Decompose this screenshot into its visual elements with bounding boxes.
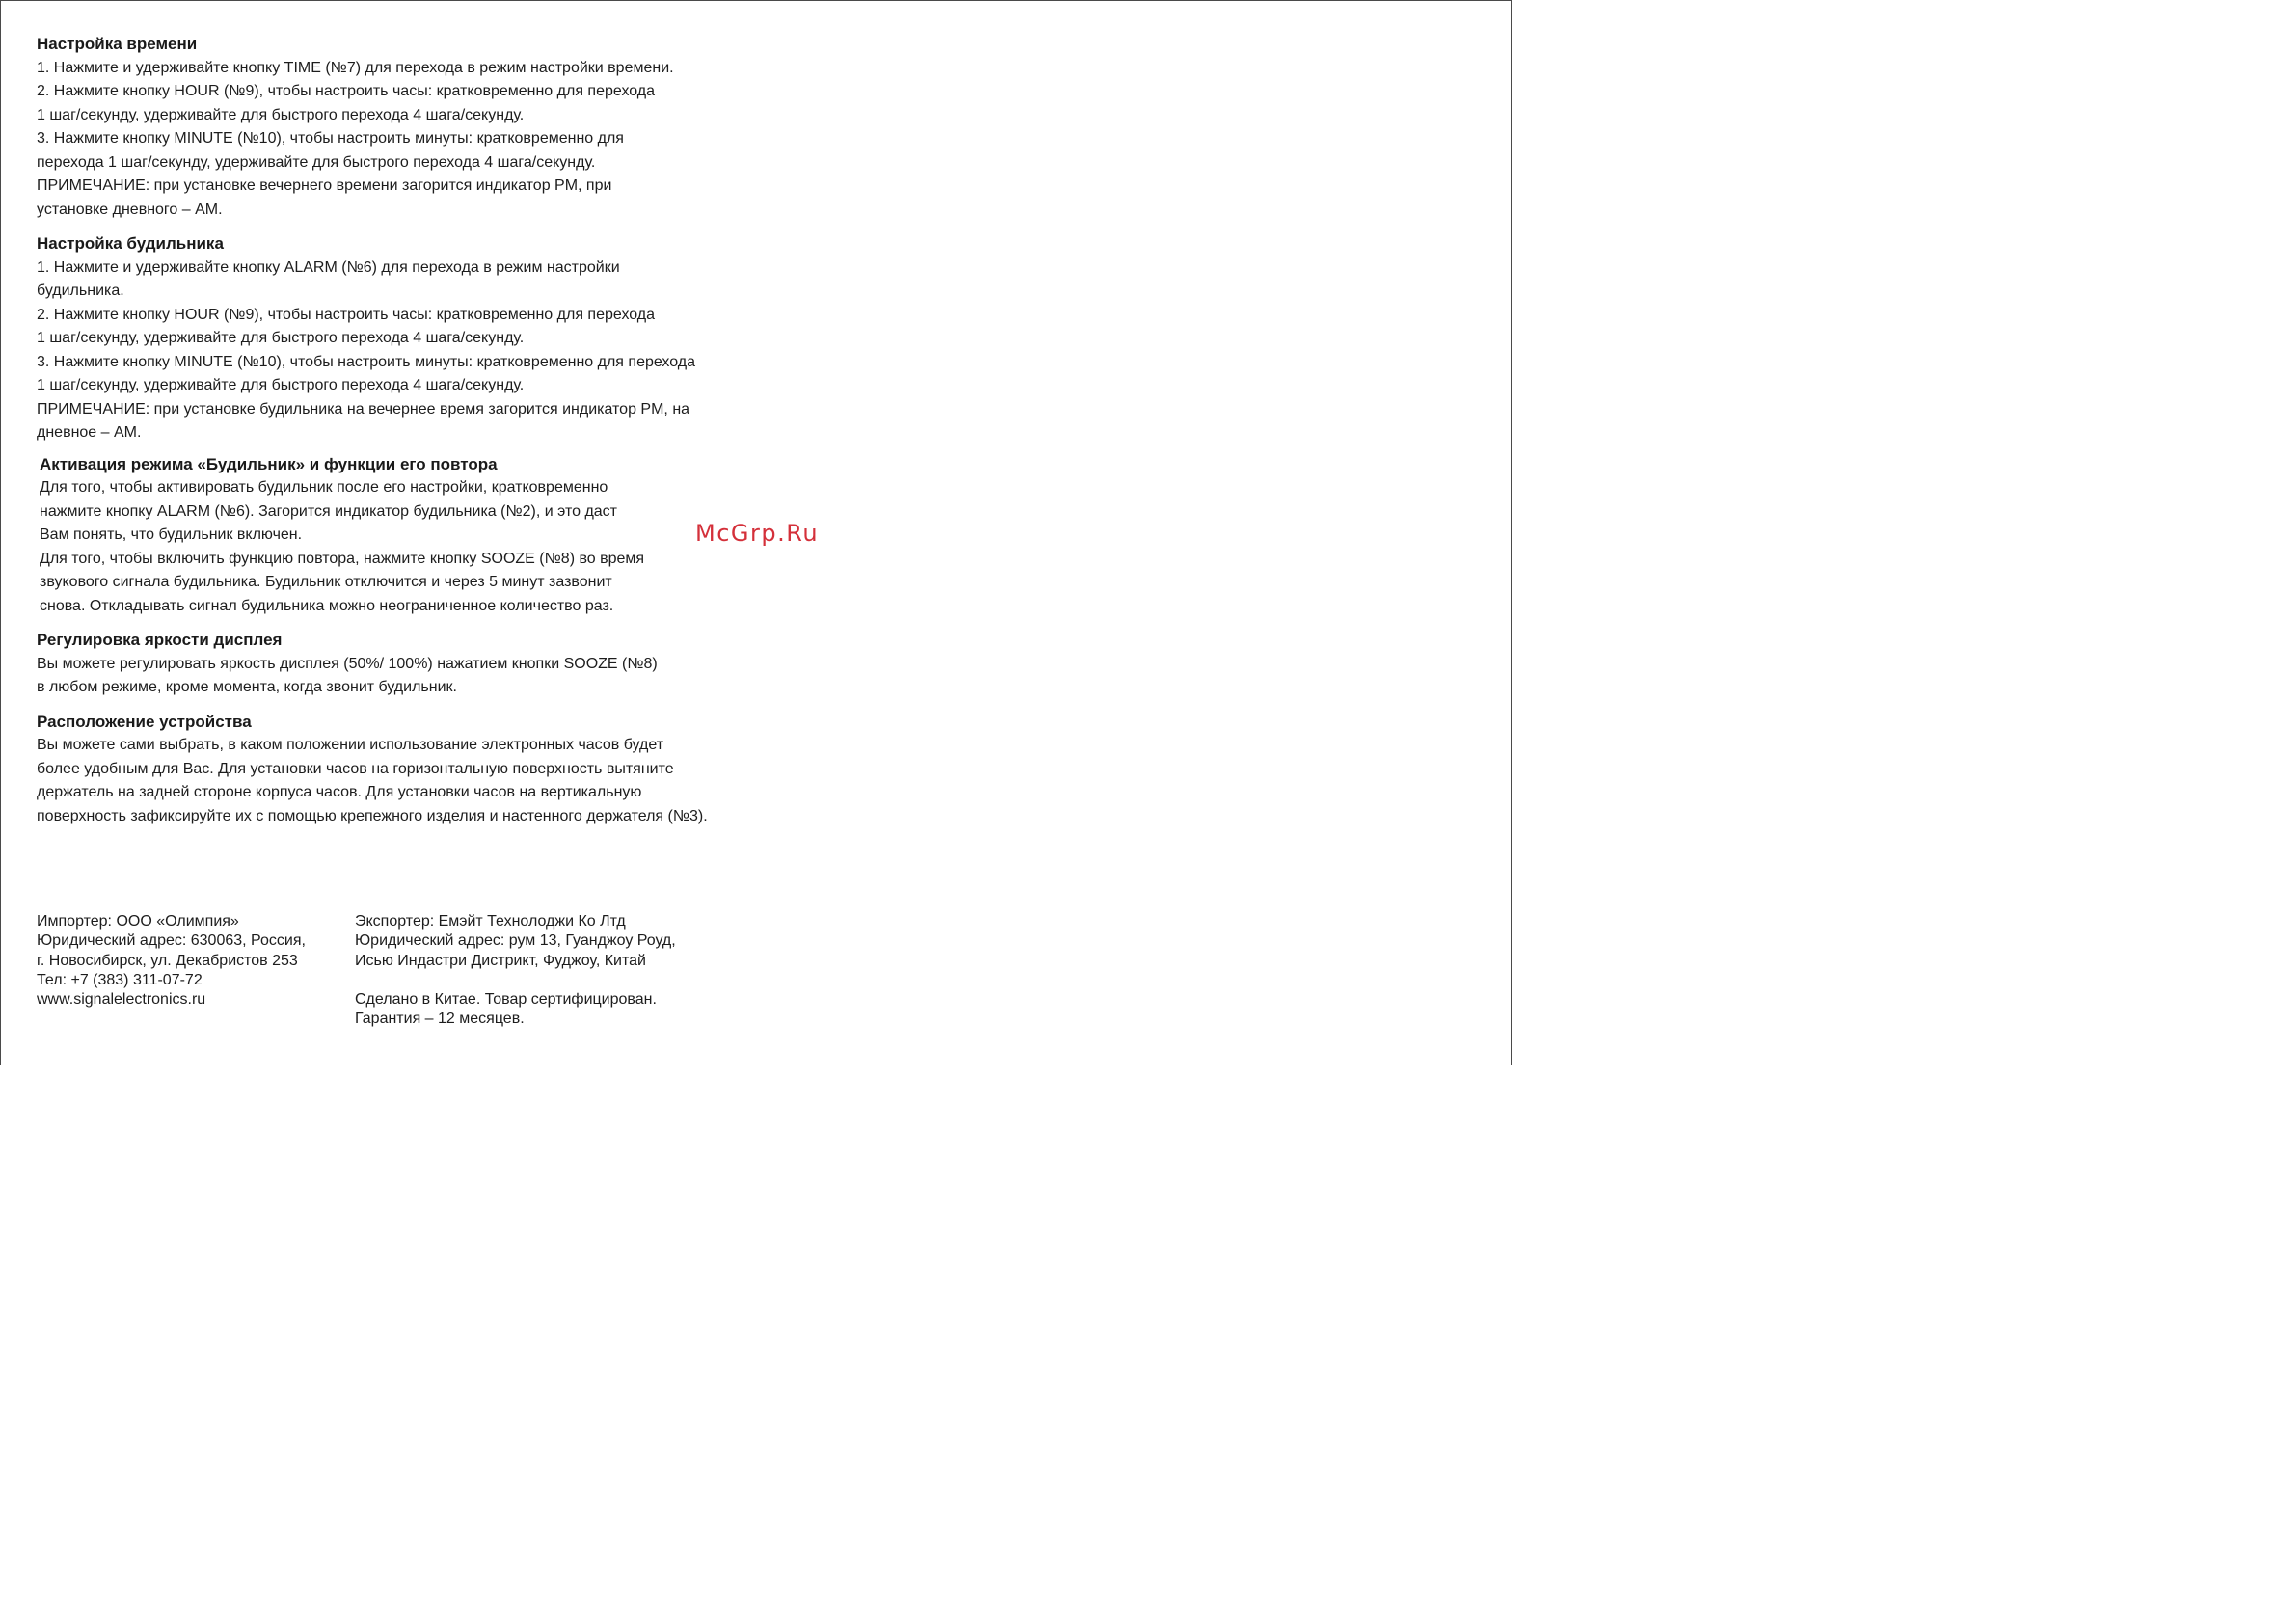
text-line: 2. Нажмите кнопку HOUR (№9), чтобы настроить часы: кратковременно для перехода — [37, 83, 656, 99]
exporter-line: Экспортер: Емэйт Технолоджи Ко Лтд — [355, 913, 626, 930]
section-alarm-setup — [37, 232, 798, 445]
importer-website-link[interactable]: www.signalelectronics.ru — [37, 991, 206, 1009]
text-line: перехода 1 шаг/секунду, удерживайте для быстрого перехода 4 шага/секунду. — [37, 153, 596, 171]
section-heading: Настройка времени — [37, 35, 198, 53]
certification-line: Сделано в Китае. Товар сертифицирован. — [355, 991, 657, 1009]
text-line: снова. Откладывать сигнал будильника можно неограниченное количество раз. — [40, 597, 614, 614]
warranty-line: Гарантия – 12 месяцев. — [355, 1011, 525, 1028]
importer-line: Юридический адрес: 630063, Россия, — [37, 932, 306, 950]
text-line: 1 шаг/секунду, удерживайте для быстрого перехода 4 шага/секунду. — [37, 377, 525, 393]
importer-line: Импортер: ООО «Олимпия» — [37, 913, 239, 930]
text-line: 3. Нажмите кнопку MINUTE (№10), чтобы настроить минуты: кратковременно для — [37, 130, 624, 147]
exporter-info — [355, 912, 676, 1030]
text-line: держатель на задней стороне корпуса часов. Для установки часов на вертикальную — [37, 784, 642, 800]
section-device-placement — [37, 711, 798, 829]
text-line: ПРИМЕЧАНИЕ: при установке будильника на вечернее время загорится индикатор PM, на — [37, 400, 690, 418]
section-alarm-activation — [40, 453, 798, 619]
text-line: 1. Нажмите и удерживайте кнопку TIME (№7) для перехода в режим настройки времени. — [37, 59, 674, 76]
text-line: в любом режиме, кроме момента, когда звонит будильник. — [37, 679, 457, 695]
text-line: 1 шаг/секунду, удерживайте для быстрого перехода 4 шага/секунду. — [37, 106, 525, 123]
text-line: 1 шаг/секунду, удерживайте для быстрого перехода 4 шага/секунду. — [37, 330, 525, 346]
text-line: будильника. — [37, 283, 124, 299]
text-line: Для того, чтобы активировать будильник после его настройки, кратковременно — [40, 479, 608, 496]
section-time-setup — [37, 33, 798, 222]
text-line: установке дневного – AM. — [37, 201, 223, 218]
text-line: 2. Нажмите кнопку HOUR (№9), чтобы настроить часы: кратковременно для перехода — [37, 306, 656, 323]
text-line: Для того, чтобы включить функцию повтора, нажмите кнопку SOOZE (№8) во время — [40, 550, 645, 567]
exporter-line: Юридический адрес: рум 13, Гуанджоу Роуд, — [355, 932, 676, 950]
text-line: ПРИМЕЧАНИЕ: при установке вечернего времени загорится индикатор PM, при — [37, 177, 612, 194]
text-line: 1. Нажмите и удерживайте кнопку ALARM (№6) для перехода в режим настройки — [37, 258, 620, 276]
exporter-line: Исью Индастри Дистрикт, Фуджоу, Китай — [355, 952, 646, 969]
section-heading: Расположение устройства — [37, 712, 252, 731]
importer-info — [37, 912, 306, 1010]
section-heading: Активация режима «Будильник» и функции его повтора — [40, 454, 498, 473]
text-line: более удобным для Вас. Для установки часов на горизонтальную поверхность вытяните — [37, 760, 674, 777]
text-line: 3. Нажмите кнопку MINUTE (№10), чтобы настроить минуты: кратковременно для перехода — [37, 353, 696, 370]
instructions-body — [37, 33, 798, 828]
spacer — [355, 971, 676, 990]
section-display-brightness — [37, 629, 798, 700]
text-line: Вы можете сами выбрать, в каком положении использование электронных часов будет — [37, 737, 664, 753]
importer-line: Тел: +7 (383) 311-07-72 — [37, 971, 203, 988]
text-line: Вам понять, что будильник включен. — [40, 526, 303, 543]
watermark: McGrp.Ru — [695, 520, 820, 547]
section-heading: Настройка будильника — [37, 234, 224, 253]
section-heading: Регулировка яркости дисплея — [37, 631, 283, 649]
text-line: дневное – AM. — [37, 424, 142, 441]
text-line: звукового сигнала будильника. Будильник отключится и через 5 минут зазвонит — [40, 574, 612, 590]
text-line: поверхность зафиксируйте их с помощью крепежного изделия и настенного держателя (№3). — [37, 807, 708, 824]
importer-line: г. Новосибирск, ул. Декабристов 253 — [37, 952, 298, 969]
text-line: Вы можете регулировать яркость дисплея (50%/ 100%) нажатием кнопки SOOZE (№8) — [37, 655, 658, 672]
text-line: нажмите кнопку ALARM (№6). Загорится индикатор будильника (№2), и это даст — [40, 502, 617, 520]
